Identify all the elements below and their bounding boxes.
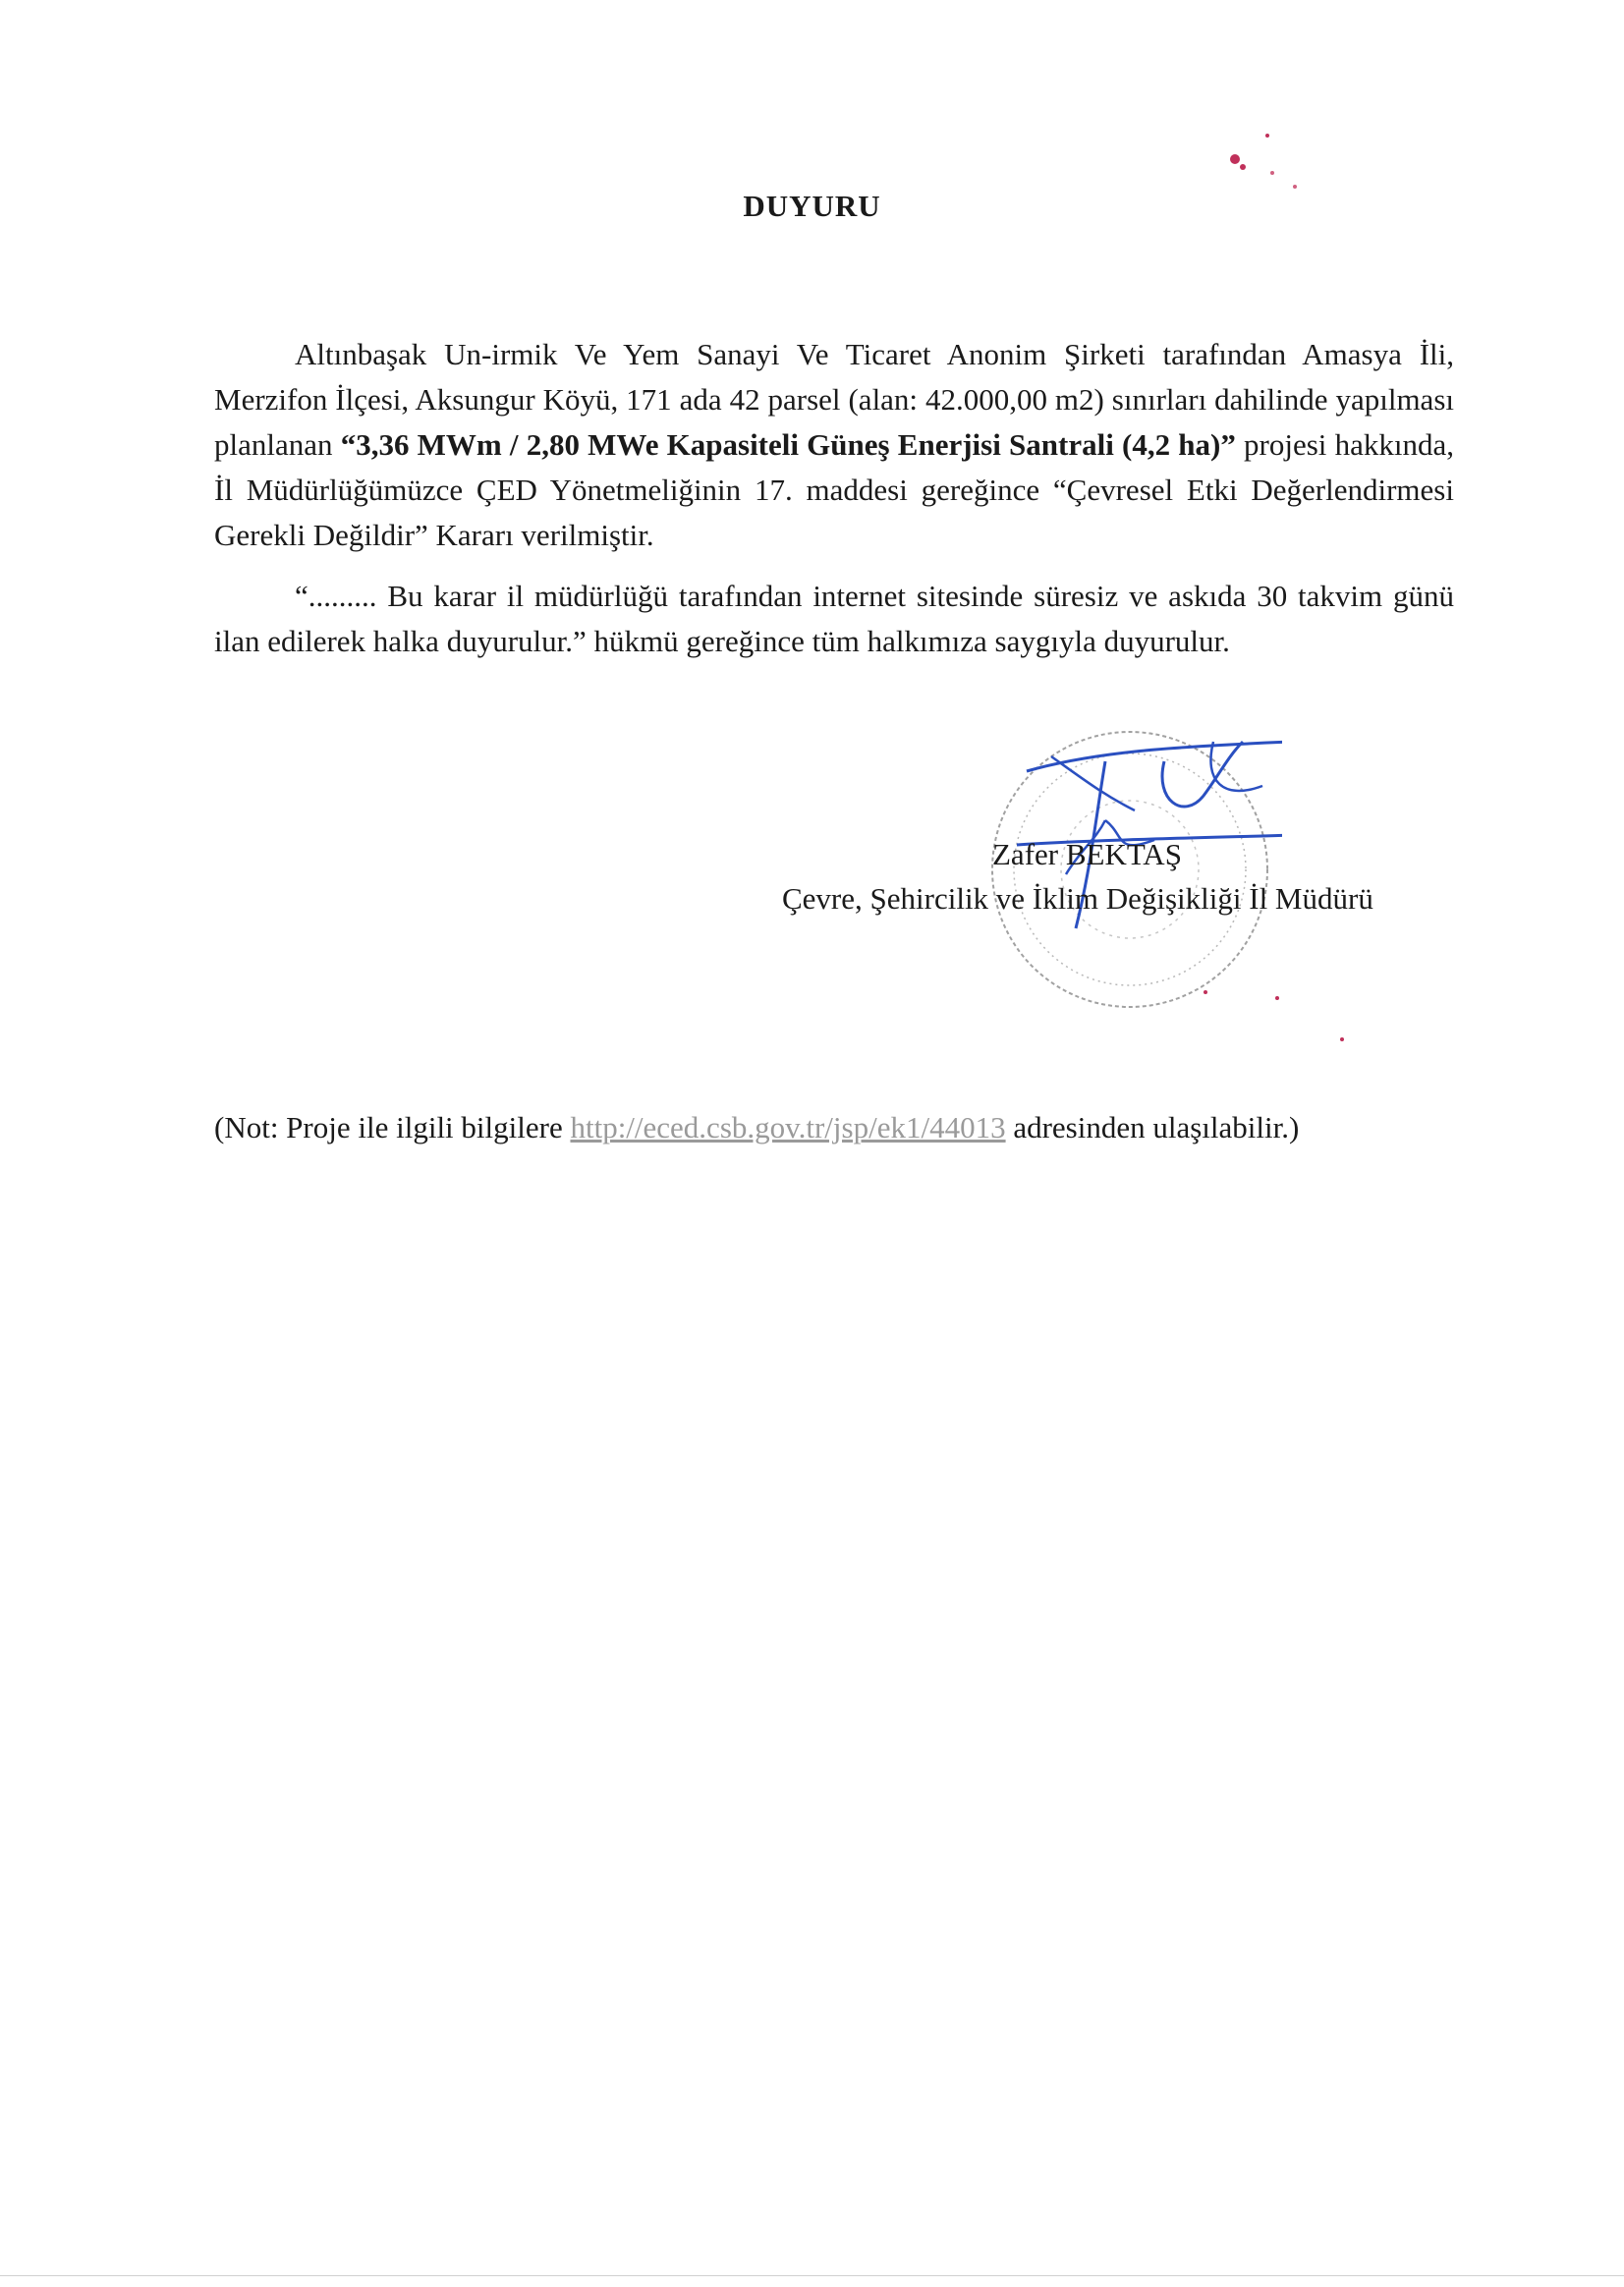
note-prefix: (Not: Proje ile ilgili bilgilere: [214, 1110, 571, 1144]
red-speck: [1340, 1037, 1344, 1041]
paragraph-text-end: projesi hakkında, İl Müdürlüğümüzce ÇED Yönetmeliğinin 17. maddesi gereğince “Çevresel Etki Değerlendirmesi Gerekli Değildir” Kararı verilmiştir.: [214, 427, 1454, 552]
page-title: DUYURU: [743, 189, 881, 223]
red-speck: [1265, 134, 1269, 138]
project-info-link[interactable]: http://eced.csb.gov.tr/jsp/ek1/44013: [570, 1110, 1006, 1144]
signatory-name: Zafer BEKTAŞ: [992, 837, 1182, 871]
paragraph-text-start: Altınbaşak Un-irmik Ve Yem Sanayi Ve Ticaret Anonim Şirketi tarafından Amasya İli, Merzifon İlçesi, Aksungur Köyü, 171 ada 42 parsel (alan: 42.000,00 m2) sınırları dahilinde yapılması planlanan: [214, 337, 1454, 462]
red-speck: [1240, 164, 1246, 170]
red-speck: [1270, 171, 1274, 175]
scan-edge-line: [0, 2275, 1624, 2276]
signatory-title: Çevre, Şehircilik ve İklim Değişikliği İl Müdürü: [782, 881, 1373, 916]
announcement-paragraph: [214, 332, 1454, 558]
note-suffix: adresinden ulaşılabilir.): [1005, 1110, 1300, 1144]
project-name: “3,36 MWm / 2,80 MWe Kapasiteli Güneş Enerjisi Santrali (4,2 ha)”: [340, 427, 1236, 462]
red-speck: [1230, 154, 1240, 164]
legal-clause-paragraph: “......... Bu karar il müdürlüğü tarafından internet sitesinde süresiz ve askıda 30 takvim günü ilan edilerek halka duyurulur.” hükmü gereğince tüm halkımıza saygıyla duyurulur.: [214, 579, 1454, 658]
project-info-note: [214, 1110, 1299, 1145]
